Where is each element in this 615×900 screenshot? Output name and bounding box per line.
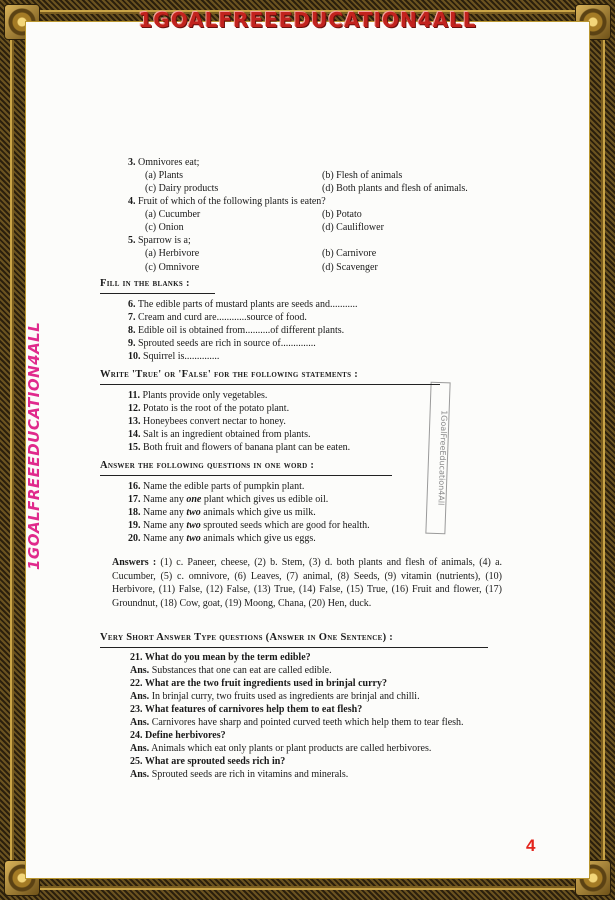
list-item: 19. Name any two sprouted seeds which are good for health. xyxy=(128,520,370,531)
short-answer: Ans. Sprouted seeds are rich in vitamins and minerals. xyxy=(130,769,349,780)
list-item: 8. Edible oil is obtained from..........of different plants. xyxy=(128,325,345,336)
list-item: 17. Name any one plant which gives us edible oil. xyxy=(128,494,329,505)
question-4: 4. Fruit of which of the following plants is eaten? xyxy=(128,196,326,207)
short-question: 23. What features of carnivores help them to eat flesh? xyxy=(130,704,363,715)
list-item: 6. The edible parts of mustard plants are seeds and........... xyxy=(128,299,358,310)
list-item: 16. Name the edible parts of pumpkin plant. xyxy=(128,481,305,492)
watermark-top: 1GOALFREEEDUCATION4ALL xyxy=(138,8,477,32)
option: (b) Potato xyxy=(322,209,362,220)
option: (c) Omnivore xyxy=(145,262,200,273)
section-heading-short-answer: Very Short Answer Type questions (Answer in One Sentence) : xyxy=(100,632,394,643)
question-3: 3. Omnivores eat; xyxy=(128,157,200,168)
section-heading-fill-blanks: Fill in the blanks : xyxy=(100,278,190,289)
page-number: 4 xyxy=(526,836,536,855)
option: (d) Scavenger xyxy=(322,262,378,273)
question-5: 5. Sparrow is a; xyxy=(128,235,191,246)
list-item: 7. Cream and curd are............source of food. xyxy=(128,312,307,323)
option: (d) Cauliflower xyxy=(322,222,384,233)
list-item: 18. Name any two animals which give us milk. xyxy=(128,507,316,518)
short-answer: Ans. In brinjal curry, two fruits used as ingredients are brinjal and chilli. xyxy=(130,691,420,702)
list-item: 10. Squirrel is.............. xyxy=(128,351,220,362)
short-answer: Ans. Carnivores have sharp and pointed curved teeth which help them to tear flesh. xyxy=(130,717,464,728)
short-question: 22. What are the two fruit ingredients used in brinjal curry? xyxy=(130,678,387,689)
list-item: 11. Plants provide only vegetables. xyxy=(128,390,268,401)
heading-underline xyxy=(100,293,215,294)
stamp-watermark: 1GoalFreeEducation4All xyxy=(425,382,450,535)
option: (b) Carnivore xyxy=(322,248,377,259)
short-question: 24. Define herbivores? xyxy=(130,730,226,741)
option: (c) Dairy products xyxy=(145,183,219,194)
short-answer: Ans. Substances that one can eat are called edible. xyxy=(130,665,332,676)
heading-underline xyxy=(100,647,488,648)
option: (b) Flesh of animals xyxy=(322,170,403,181)
option: (a) Herbivore xyxy=(145,248,200,259)
short-question: 21. What do you mean by the term edible? xyxy=(130,652,311,663)
answers-paragraph xyxy=(112,556,502,610)
option: (d) Both plants and flesh of animals. xyxy=(322,183,468,194)
short-question: 25. What are sprouted seeds rich in? xyxy=(130,756,286,767)
option: (a) Cucumber xyxy=(145,209,201,220)
list-item: 14. Salt is an ingredient obtained from plants. xyxy=(128,429,311,440)
heading-underline xyxy=(100,475,392,476)
option: (a) Plants xyxy=(145,170,184,181)
option: (c) Onion xyxy=(145,222,184,233)
section-heading-true-false: Write 'True' or 'False' for the following statements : xyxy=(100,369,359,380)
watermark-side: 1GOALFREEEDUCATION4ALL xyxy=(25,321,43,570)
short-answer: Ans. Animals which eat only plants or plant products are called herbivores. xyxy=(130,743,432,754)
list-item: 15. Both fruit and flowers of banana plant can be eaten. xyxy=(128,442,351,453)
heading-underline xyxy=(100,384,440,385)
section-heading-one-word: Answer the following questions in one word : xyxy=(100,460,315,471)
answers-text: (1) c. Paneer, cheese, (2) b. Stem, (3) d. both plants and flesh of animals, (4) a. Cucumber, (5) c. omnivore, (6) Leaves, (7) animal, (8) Seeds, (9) vitamin (nutrients), (10) Herbivore, (11) False, (12) False, (13) True, (14) False, (15) True, (16) Fruit and flower, (17) Groundnut, (18) Cow, goat, (19) Moong, Chana, (20) Hen, duck. xyxy=(112,557,503,609)
list-item: 13. Honeybees convert nectar to honey. xyxy=(128,416,286,427)
answers-label: Answers : xyxy=(112,557,157,568)
list-item: 9. Sprouted seeds are rich in source of.............. xyxy=(128,338,316,349)
list-item: 20. Name any two animals which give us eggs. xyxy=(128,533,316,544)
list-item: 12. Potato is the root of the potato plant. xyxy=(128,403,290,414)
